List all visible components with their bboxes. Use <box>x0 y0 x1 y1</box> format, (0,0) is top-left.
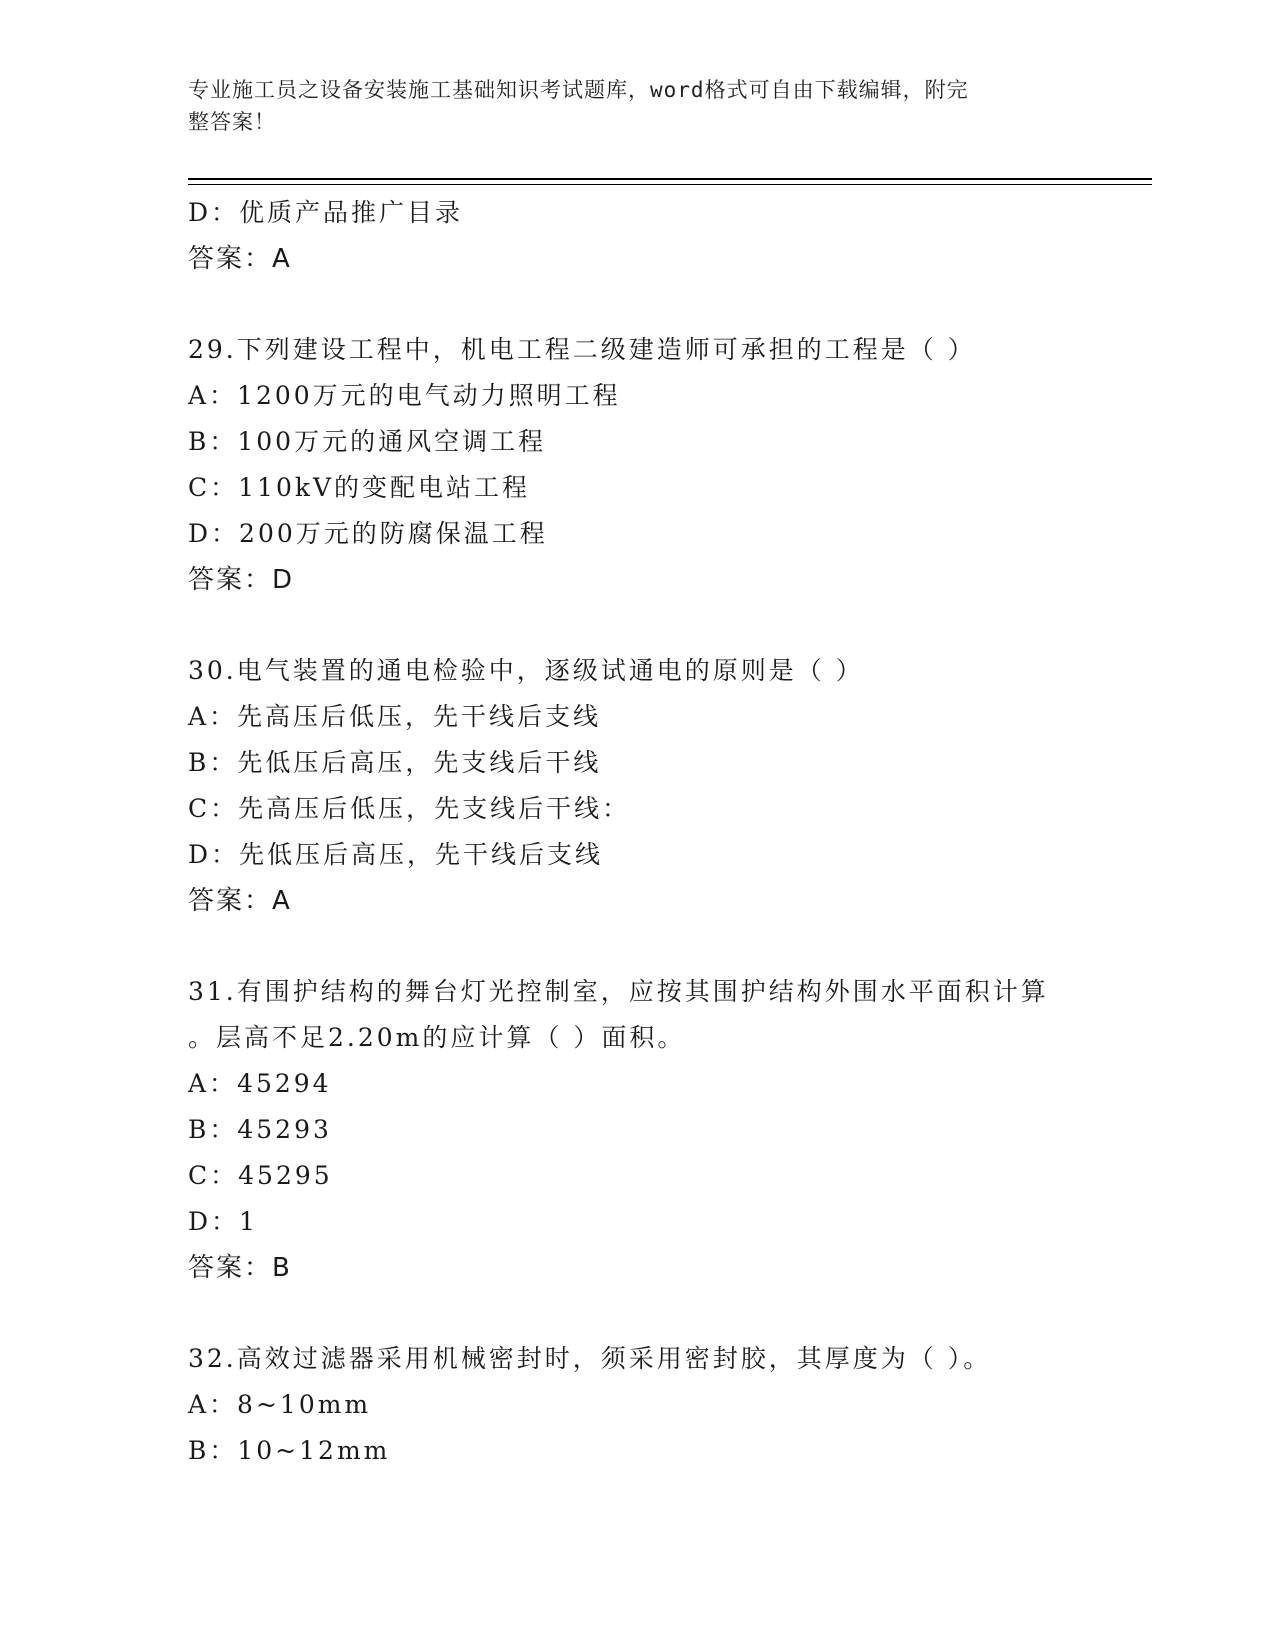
option-d: D：1 <box>188 1207 258 1236</box>
option-a: A：先高压后低压，先干线后支线 <box>188 702 602 731</box>
spacer <box>188 603 1088 648</box>
option-a: A：45294 <box>188 1069 332 1098</box>
question-31 <box>188 969 1088 1291</box>
header-divider-thick <box>188 178 1152 180</box>
answer-line: 答案：A <box>188 886 292 916</box>
header-line-2: 整答案！ <box>188 110 276 134</box>
option-d: D：优质产品推广目录 <box>188 198 464 227</box>
option-c: C：45295 <box>188 1161 333 1190</box>
answer-line: 答案：B <box>188 1253 292 1283</box>
question-stem: 31.有围护结构的舞台灯光控制室，应按其围护结构外围水平面积计算 <box>188 977 1049 1006</box>
question-stem: 29.下列建设工程中，机电工程二级建造师可承担的工程是（ ） <box>188 335 976 364</box>
option-d: D：先低压后高压，先干线后支线 <box>188 840 604 869</box>
header-divider-thin <box>188 184 1152 185</box>
option-b: B：先低压后高压，先支线后干线 <box>188 748 602 777</box>
spacer <box>188 924 1088 969</box>
question-content <box>188 190 1088 1474</box>
spacer <box>188 1291 1088 1336</box>
document-header <box>188 74 1088 138</box>
option-b: B：100万元的通风空调工程 <box>188 427 547 456</box>
option-b: B：10~12mm <box>188 1436 391 1465</box>
question-stem-continued: 。层高不足2.20m的应计算（ ）面积。 <box>188 1023 686 1052</box>
option-c: C：先高压后低压，先支线后干线： <box>188 794 631 823</box>
answer-line: 答案：A <box>188 244 292 274</box>
spacer <box>188 282 1088 327</box>
option-b: B：45293 <box>188 1115 332 1144</box>
option-a: A：8~10mm <box>188 1390 372 1419</box>
question-29 <box>188 327 1088 603</box>
option-a: A：1200万元的电气动力照明工程 <box>188 381 621 410</box>
question-30 <box>188 648 1088 924</box>
question-stem: 32.高效过滤器采用机械密封时，须采用密封胶，其厚度为（ ）。 <box>188 1344 992 1373</box>
option-c: C：110kV的变配电站工程 <box>188 473 531 502</box>
answer-line: 答案：D <box>188 565 295 595</box>
option-d: D：200万元的防腐保温工程 <box>188 519 548 548</box>
previous-question-tail <box>188 190 1088 282</box>
question-32 <box>188 1336 1088 1474</box>
header-line-1: 专业施工员之设备安装施工基础知识考试题库，word格式可自由下载编辑，附完 <box>188 78 969 102</box>
question-stem: 30.电气装置的通电检验中，逐级试通电的原则是（ ） <box>188 656 864 685</box>
